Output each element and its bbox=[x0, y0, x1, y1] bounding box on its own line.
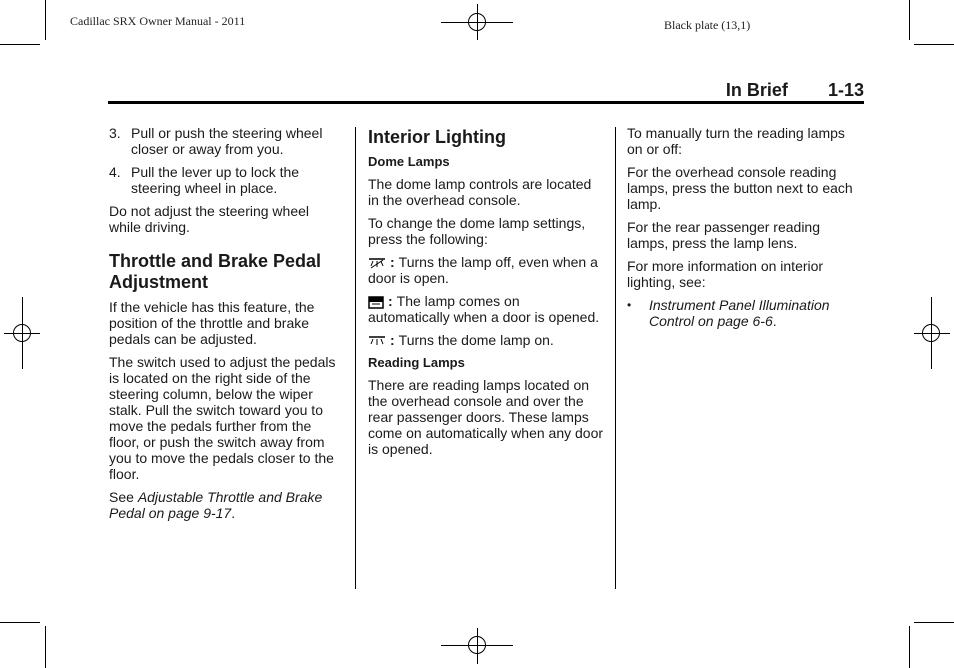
dome-lamp-door-icon bbox=[368, 296, 384, 309]
paragraph: For more information on interior lighting, see: bbox=[627, 258, 824, 290]
list-item bbox=[627, 297, 859, 329]
see-reference bbox=[109, 489, 343, 521]
dome-lamps-heading: Dome Lamps bbox=[368, 154, 450, 169]
throttle-heading: Throttle and Brake Pedal Adjustment bbox=[109, 251, 322, 292]
list-item bbox=[109, 125, 343, 157]
crop-mark bbox=[0, 622, 40, 623]
running-header bbox=[726, 80, 864, 101]
paragraph: To change the dome lamp settings, press the following: bbox=[368, 215, 586, 247]
crop-mark bbox=[914, 44, 954, 45]
dome-setting-on bbox=[368, 332, 604, 348]
paragraph: For the rear passenger reading lamps, press the lamp lens. bbox=[627, 219, 820, 251]
dome-lamp-off-icon bbox=[368, 257, 386, 269]
section-title: In Brief bbox=[725, 80, 788, 100]
crop-mark bbox=[909, 0, 910, 40]
paragraph: The dome lamp controls are located in the overhead console. bbox=[368, 176, 592, 208]
column-3 bbox=[627, 125, 859, 329]
column-divider bbox=[355, 127, 356, 589]
page-number: 1-13 bbox=[827, 80, 864, 100]
warning-text: Do not adjust the steering wheel while driving. bbox=[109, 203, 310, 235]
dome-setting-door bbox=[368, 293, 604, 325]
dome-setting-off bbox=[368, 254, 604, 286]
setting-text: The lamp comes on automatically when a door is opened. bbox=[368, 293, 600, 325]
step-text: Pull or push the steering wheel closer or away from you. bbox=[131, 125, 323, 157]
see-suffix: . bbox=[231, 505, 236, 521]
crop-mark bbox=[45, 626, 46, 668]
setting-text: Turns the lamp off, even when a door is open. bbox=[368, 254, 598, 286]
manual-title: Cadillac SRX Owner Manual - 2011 bbox=[70, 14, 246, 28]
paragraph: The switch used to adjust the pedals is located on the right side of the steering column, below the wiper stalk. Pull the switch toward you to move the pedals further from the floor, or push the switch away from you to move the pedals closer to the floor. bbox=[109, 354, 336, 482]
crop-mark bbox=[0, 44, 40, 45]
interior-lighting-heading: Interior Lighting bbox=[368, 127, 506, 147]
column-1 bbox=[109, 125, 343, 528]
setting-colon: : bbox=[388, 293, 393, 309]
header-rule bbox=[108, 101, 864, 104]
paragraph: If the vehicle has this feature, the position of the throttle and brake pedals can be adjusted. bbox=[109, 299, 315, 347]
paragraph: To manually turn the reading lamps on or off: bbox=[627, 125, 845, 157]
crop-mark bbox=[45, 0, 46, 40]
paragraph: For the overhead console reading lamps, press the button next to each lamp. bbox=[627, 164, 853, 212]
paragraph: There are reading lamps located on the overhead console and over the rear passenger doors. These lamps come on automatically when any door is opened. bbox=[368, 377, 604, 457]
step-text: Pull the lever up to lock the steering wheel in place. bbox=[131, 164, 300, 196]
bullet-icon: • bbox=[627, 298, 632, 312]
column-divider bbox=[615, 127, 616, 589]
step-number: 3. bbox=[109, 125, 121, 141]
cross-reference-link[interactable]: Instrument Panel Illumination Control on page 6-6 bbox=[649, 297, 830, 329]
see-prefix: See bbox=[109, 489, 138, 505]
plate-label: Black plate (13,1) bbox=[664, 18, 751, 32]
crop-mark bbox=[914, 622, 954, 623]
step-number: 4. bbox=[109, 164, 121, 180]
setting-text: Turns the dome lamp on. bbox=[398, 332, 554, 348]
crop-mark bbox=[909, 626, 910, 668]
reading-lamps-heading: Reading Lamps bbox=[368, 355, 465, 370]
bullet-suffix: . bbox=[772, 313, 777, 329]
column-2 bbox=[368, 125, 604, 464]
list-item bbox=[109, 164, 343, 196]
cross-reference-link[interactable]: Adjustable Throttle and Brake Pedal on page 9-17 bbox=[109, 489, 323, 521]
dome-lamp-on-icon bbox=[368, 335, 386, 347]
setting-colon: : bbox=[390, 254, 395, 270]
setting-colon: : bbox=[390, 332, 395, 348]
